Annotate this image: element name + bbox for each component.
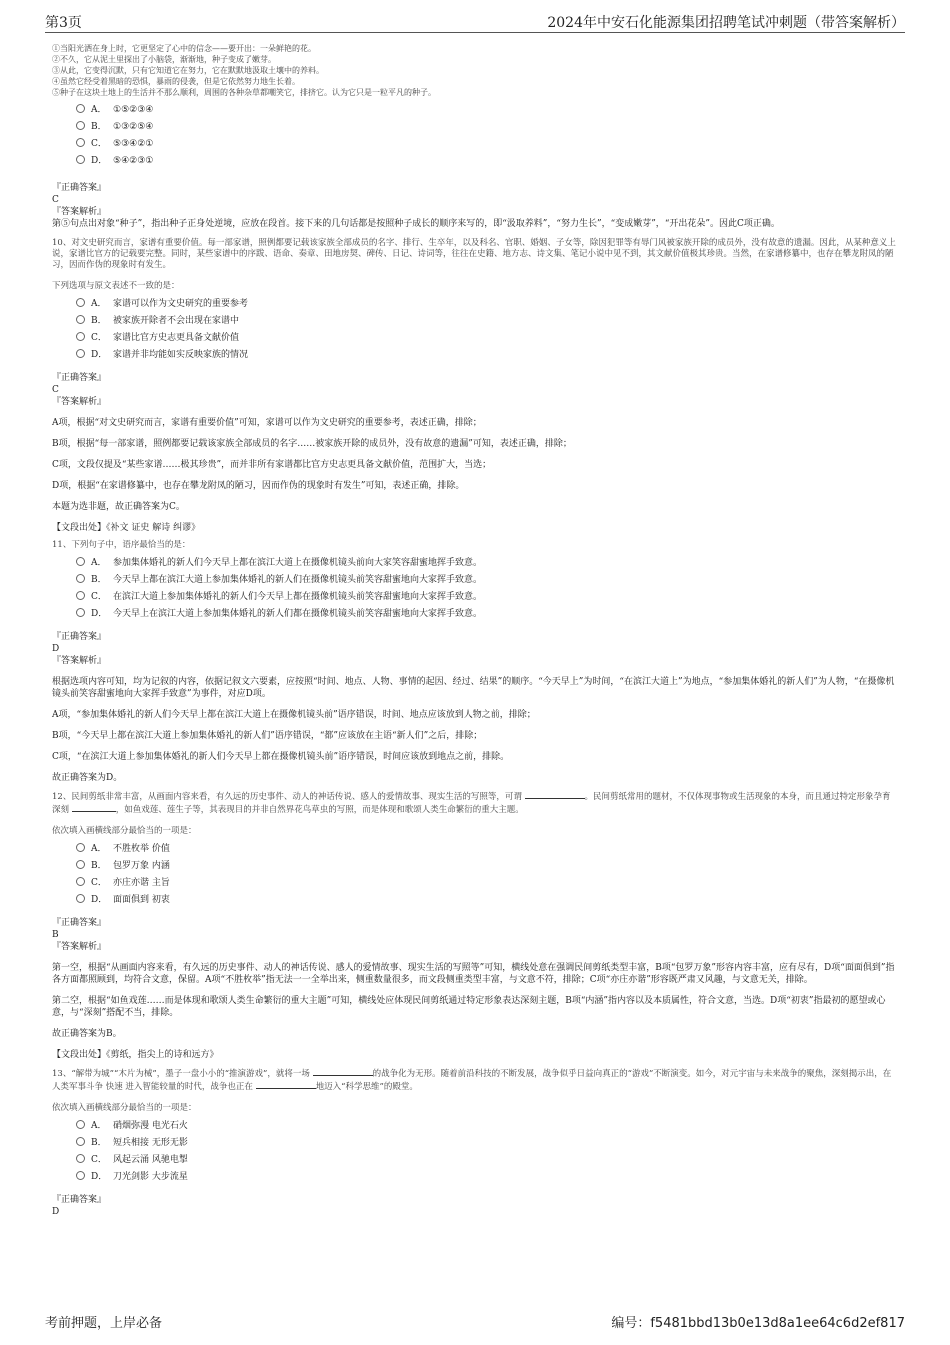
answer-value: D: [52, 1207, 60, 1217]
analysis-paragraph: B项，“今天早上都在滨江大道上参加集体婚礼的新人们”语序错误，“都”应该放在主语“新人们”之后，排除；: [52, 731, 483, 741]
radio-icon[interactable]: [76, 557, 85, 566]
question-10: [52, 238, 898, 534]
question-prompt: 下列选项与原文表述不一致的是：: [52, 281, 180, 291]
radio-icon[interactable]: [76, 104, 85, 113]
option-list: [76, 102, 898, 170]
option-c[interactable]: C． 亦庄亦谐 主旨: [76, 875, 898, 892]
radio-icon[interactable]: [76, 121, 85, 130]
answer-value: C: [52, 195, 59, 205]
option-list: [76, 296, 898, 364]
question-11: [52, 540, 898, 784]
analysis-paragraph: 第一空，根据“从画面内容来看，有久远的历史事件、动人的神话传说、感人的爱情故事、现实生活的写照等”可知，横线处意在强调民间剪纸类型丰富，B项“包罗万象”形容内容丰富，应有尽有，D项“面面俱到”指各方面都照顾到，均符合文意，保留。A项“不胜枚举”指无法一一全举出来，侧重数量很多，而文段侧重类型丰富，与文意不符，排除；C项“亦庄亦谐”形容既严肃又风趣，与文意无关，排除。: [52, 963, 895, 985]
option-b[interactable]: B． 短兵相接 无形无影: [76, 1135, 898, 1152]
option-list: [76, 555, 898, 623]
radio-icon[interactable]: [76, 843, 85, 852]
document-id: 编号：f5481bbd13b0e13d8a1ee64c6d2ef817: [611, 1316, 905, 1331]
option-a[interactable]: A． 硝烟弥漫 电光石火: [76, 1118, 898, 1135]
option-d[interactable]: D． ⑤④②③①: [76, 153, 898, 170]
blank-line: [72, 803, 116, 812]
option-c[interactable]: C． 风起云涌 风驰电掣: [76, 1152, 898, 1169]
sentence: ⑤种子在这块土地上的生活并不那么顺利，周围的各种杂草都嘲笑它，排挤它。认为它只是一粒平凡的种子。: [52, 88, 436, 97]
sentence: ②不久，它从泥土里探出了小脑袋，渐渐地，种子变成了嫩芽。: [52, 55, 276, 64]
radio-icon[interactable]: [76, 349, 85, 358]
radio-icon[interactable]: [76, 877, 85, 886]
analysis-paragraph: C项，“在滨江大道上参加集体婚礼的新人们今天早上都在摄像机镜头前”语序错误，时间应该放到地点之前，排除。: [52, 752, 510, 762]
page-number: 第3页: [45, 15, 82, 31]
source-citation: 【文段出处】《剪纸，指尖上的诗和远方》: [52, 1050, 219, 1060]
analysis-label: 『答案解析』: [52, 397, 107, 407]
radio-icon[interactable]: [76, 298, 85, 307]
option-d[interactable]: D． 面面俱到 初衷: [76, 892, 898, 909]
option-b[interactable]: B． 被家族开除者不会出现在家谱中: [76, 313, 898, 330]
option-d[interactable]: D． 刀光剑影 大步流星: [76, 1169, 898, 1186]
analysis-text: 第⑤句点出对象“种子”，指出种子正身处逆境，应放在段首。接下来的几句话都是按照种子成长的顺序来写的，即“汲取养料”，“努力生长”，“变成嫩芽”，“开出花朵”。因此C项正确。: [52, 219, 780, 229]
option-c[interactable]: C． 家谱比官方史志更具备文献价值: [76, 330, 898, 347]
radio-icon[interactable]: [76, 332, 85, 341]
analysis-paragraph: D项，根据“在家谱修纂中，也存在攀龙附凤的陋习，因而作伪的现象时有发生”可知，表述正确，排除。: [52, 481, 465, 491]
analysis-paragraph: 故正确答案为B。: [52, 1029, 122, 1039]
document-title: 2024年中安石化能源集团招聘笔试冲刺题（带答案解析）: [547, 15, 905, 31]
question-prompt: 依次填入画横线部分最恰当的一项是：: [52, 1103, 197, 1113]
page-header: [45, 12, 905, 33]
radio-icon[interactable]: [76, 860, 85, 869]
option-d[interactable]: D． 家谱并非均能如实反映家族的情况: [76, 347, 898, 364]
option-b[interactable]: B． 今天早上都在滨江大道上参加集体婚礼的新人们在摄像机镜头前笑容甜蜜地向大家挥手致意。: [76, 572, 898, 589]
option-a[interactable]: A． ①⑤②③④: [76, 102, 898, 119]
analysis-paragraph: B项，根据“每一部家谱，照例都要记载该家族全部成员的名字……被家族开除的成员外，没有故意的遗漏”可知，表述正确，排除；: [52, 439, 572, 449]
radio-icon[interactable]: [76, 574, 85, 583]
option-a[interactable]: A． 家谱可以作为文史研究的重要参考: [76, 296, 898, 313]
option-a[interactable]: A． 参加集体婚礼的新人们今天早上都在滨江大道上在摄像机镜头前向大家笑容甜蜜地挥手致意。: [76, 555, 898, 572]
sentence: ③从此，它变得沉默，只有它知道它在努力，它在默默地汲取土壤中的养料。: [52, 66, 324, 75]
analysis-paragraph: A项，“参加集体婚礼的新人们今天早上都在滨江大道上在摄像机镜头前”语序错误，时间、地点应该放到人物之前，排除；: [52, 710, 536, 720]
question-12: [52, 790, 898, 1061]
sentence: ①当阳光洒在身上时，它更坚定了心中的信念——要开出：一朵鲜艳的花。: [52, 44, 316, 53]
radio-icon[interactable]: [76, 1120, 85, 1129]
source-citation: 【文段出处】《补文 证史 解诗 纠谬》: [52, 523, 201, 533]
option-d[interactable]: D． 今天早上在滨江大道上参加集体婚礼的新人们都在摄像机镜头前笑容甜蜜地向大家挥手致意。: [76, 606, 898, 623]
radio-icon[interactable]: [76, 1154, 85, 1163]
radio-icon[interactable]: [76, 1171, 85, 1180]
blank-line: [313, 1067, 373, 1076]
answer-label: 『正确答案』: [52, 373, 107, 383]
option-list: [76, 841, 898, 909]
footer-slogan: 考前押题，上岸必备: [45, 1316, 163, 1331]
analysis-label: 『答案解析』: [52, 656, 107, 666]
question-stem: 10、对文史研究而言，家谱有重要价值。每一部家谱，照例都要记载该家族全部成员的名字、排行、生卒年，以及科名、官职、婚姻、子女等，除因犯罪等有辱门风被家族开除的成员外，没有故意的遗漏。因此，从某种意义上说，家谱比官方的记载要完整。同时，某些家谱中的序跋、语命、奏章、田地房契、碑传、日记、诗词等，往往在史籍、地方志、诗文集、笔记小说中见不到，其文献价值极其珍贵。当然，在家谱修纂中，也存在攀龙附凤的陋习，因而作伪的现象时有发生。: [52, 238, 896, 270]
question-13: [52, 1067, 898, 1218]
analysis-paragraph: 第二空，根据“如鱼戏莲……而是体现和歌颂人类生命繁衍的重大主题”可知，横线处应体现民间剪纸通过特定形象表达深刻主题，B项“内涵”指内容以及本质属性，符合文意，当选。D项“初衷”指最初的愿望或心意，与“深刻”搭配不当，排除。: [52, 996, 886, 1018]
question-stem: 13、“解带为城”“木片为械”，墨子一盘小小的“推演游戏”，就将一场 的战争化为无形。随着前沿科技的不断发展，战争似乎日益向真正的“游戏”不断演变。如今，对元宇宙与未来战争的聚焦，深刻揭示出，在人类军事斗争 快速 进入智能较量的时代，战争也正在 地迈入“科学思维”的殿堂。: [52, 1069, 892, 1092]
radio-icon[interactable]: [76, 1137, 85, 1146]
radio-icon[interactable]: [76, 608, 85, 617]
option-a[interactable]: A． 不胜枚举 价值: [76, 841, 898, 858]
answer-value: D: [52, 644, 60, 654]
blank-line: [256, 1080, 316, 1089]
question-prompt: 依次填入画横线部分最恰当的一项是：: [52, 826, 197, 836]
answer-label: 『正确答案』: [52, 1195, 107, 1205]
analysis-paragraph: A项，根据“对文史研究而言，家谱有重要价值”可知，家谱可以作为文史研究的重要参考，表述正确，排除；: [52, 418, 482, 428]
analysis-label: 『答案解析』: [52, 207, 107, 217]
answer-value: B: [52, 930, 59, 940]
radio-icon[interactable]: [76, 138, 85, 147]
answer-label: 『正确答案』: [52, 632, 107, 642]
answer-label: 『正确答案』: [52, 918, 107, 928]
blank-line: [525, 790, 585, 799]
option-list: [76, 1118, 898, 1186]
radio-icon[interactable]: [76, 591, 85, 600]
document-body: [52, 43, 898, 1218]
question-stem: 12、民间剪纸非常丰富，从画面内容来看，有久远的历史事件、动人的神话传说、感人的爱情故事、现实生活的写照等，可谓 。民间剪纸常用的题材，不仅体现事物或生活现象的本身，而且通过特定形象孕育深刻 ，如鱼戏莲、莲生子等，其表现目的并非自然界花鸟草虫的写照，而是体现和歌颂人类生命繁衍的重大主题。: [52, 792, 891, 815]
radio-icon[interactable]: [76, 315, 85, 324]
answer-label: 『正确答案』: [52, 183, 107, 193]
answer-value: C: [52, 385, 59, 395]
radio-icon[interactable]: [76, 894, 85, 903]
question-stem: 11、下列句子中，语序最恰当的是：: [52, 540, 191, 550]
option-c[interactable]: C． 在滨江大道上参加集体婚礼的新人们今天早上都在摄像机镜头前笑容甜蜜地向大家挥手致意。: [76, 589, 898, 606]
option-b[interactable]: B． ①③②⑤④: [76, 119, 898, 136]
option-b[interactable]: B． 包罗万象 内涵: [76, 858, 898, 875]
analysis-paragraph: 本题为选非题，故正确答案为C。: [52, 502, 185, 512]
analysis-paragraph: 故正确答案为D。: [52, 773, 123, 783]
analysis-paragraph: 根据选项内容可知，均为记叙的内容，依据记叙文六要素，应按照“时间、地点、人物、事情的起因、经过、结果”的顺序。“今天早上”为时间，“在滨江大道上”为地点，“参加集体婚礼的新人们”为人物，“在摄像机镜头前笑容甜蜜地向大家挥手致意”为事件，对应D项。: [52, 677, 895, 699]
radio-icon[interactable]: [76, 155, 85, 164]
analysis-label: 『答案解析』: [52, 942, 107, 952]
option-c[interactable]: C． ⑤③④②①: [76, 136, 898, 153]
sentence: ④虽然它经受着黑暗的恐惧，暴雨的侵袭，但是它依然努力地生长着。: [52, 77, 300, 86]
analysis-paragraph: C项，文段仅提及“某些家谱……极其珍贵”，而并非所有家谱都比官方史志更具备文献价值，范围扩大，当选；: [52, 460, 492, 470]
question-9: [52, 43, 898, 230]
